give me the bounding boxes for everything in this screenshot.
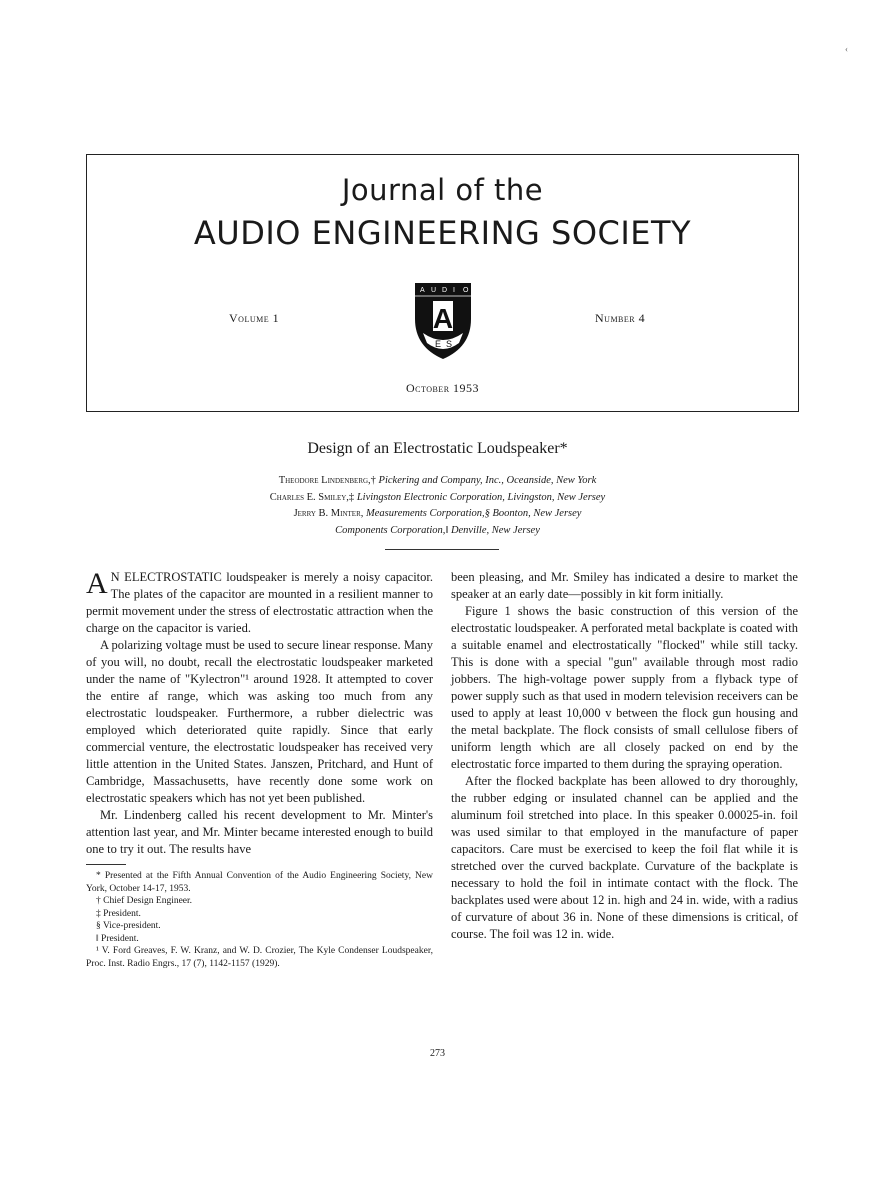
paragraph-text: N ELECTROSTATIC loudspeaker is merely a noisy capacitor. The plates of the capacitor are mounted in a resilient manner to permit movement under the stress of electrostatic attraction when the charge on the capacitor is varied. [86, 570, 433, 635]
paragraph: After the flocked backplate has been allowed to dry thoroughly, the rubber edging or insulated channel can be applied and the aluminum foil stretched into place. In this speaker 0.00025-in. foil was used similar to that employed in the manufacture of paper capacitors. Care must be exercised to keep the foil flat while it is stretched over the curved backplate. Curvature of the backplate is necessary to hold the foil in intimate contact with the flock. The backplates used were about 12 in. high and 24 in. wide, with a radius of curvature of about 36 in. None of these dimensions is critical, of course. The foil was 12 in. wide. [451, 774, 798, 941]
logo-letter-s: S [446, 339, 453, 349]
title-divider [385, 549, 499, 550]
author-name: Charles E. Smiley,‡ [269, 491, 355, 503]
corner-mark: ‹ [845, 44, 848, 54]
journal-title-line1: Journal of the [341, 173, 544, 207]
author-affiliation: Livingston Electronic Corporation, Livingston, New Jersey [354, 491, 606, 503]
footnotes [86, 870, 433, 970]
author-affiliation: Measurements Corporation,§ Boonton, New Jersey [363, 508, 582, 519]
logo-letter: A [420, 287, 425, 294]
author-line [0, 490, 875, 507]
volume-label: Volume 1 [229, 311, 280, 325]
author-affiliation: Components Corporation,‖ Denville, New Jersey [335, 524, 540, 536]
logo-letter: U [431, 287, 437, 294]
author-name: Jerry B. Minter, [293, 508, 364, 519]
drop-cap: A [86, 567, 108, 600]
footnote: § Vice-president. [96, 921, 161, 931]
logo-letter: O [463, 287, 469, 294]
logo-letter: D [442, 287, 448, 294]
author-list [0, 473, 875, 539]
journal-masthead [86, 154, 799, 412]
issue-date: October 1953 [405, 381, 480, 395]
paragraph: Mr. Lindenberg called his recent development to Mr. Minter's attention last year, and Mr. Minter became interested enough to build one to try it out. The results have [86, 808, 433, 856]
footnote: † Chief Design Engineer. [96, 896, 193, 906]
paragraph: Figure 1 shows the basic construction of this version of the electrostatic loudspeaker. A perforated metal backplate is coated with a suitable enamel and electrostatically "flocked" while still tacky. This is done with a special "gun" available through most radio jobbers. The high-voltage power supply from a flyback type of power supply such as that used in modern television receivers can be used to apply at least 10,000 v between the flock gun housing and the metal backplate. The flock consists of small cellulose fibers of uniform length which are all closely packed on end by the electrostatic force imparted to them during the spraying operation. [451, 604, 798, 771]
body-column-right [451, 569, 798, 943]
aes-shield-logo-icon [413, 281, 473, 361]
logo-letter-e: E [435, 339, 442, 349]
footnote: ‡ President. [96, 908, 141, 919]
author-affiliation: Pickering and Company, Inc., Oceanside, New York [375, 475, 597, 486]
paragraph [86, 569, 433, 637]
number-label: Number 4 [595, 311, 646, 325]
paragraph: A polarizing voltage must be used to secure linear response. Many of you will, no doubt, recall the electrostatic loudspeaker marketed under the name of "Kylectron"¹ around 1928. It attempted to cover the entire af range, which was asking too much from any electrostatic loudspeaker. Furthermore, a rubber dielectric was employed which deteriorated quite rapidly. Since that early commercial venture, the electrostatic loudspeaker has received very little attention in the United States. Janszen, Pritchard, and Hunt of Cambridge, Massachusetts, have recently done some work on electrostatic speakers which has not yet been published. [86, 638, 433, 805]
page-number: 273 [430, 1048, 445, 1059]
author-line [0, 473, 875, 490]
author-name: Theodore Lindenberg,† [278, 475, 376, 486]
body-column-left [86, 569, 433, 970]
logo-letter: I [453, 287, 455, 294]
article-title: Design of an Electrostatic Loudspeaker* [307, 440, 568, 457]
logo-big-letter: A [432, 303, 454, 334]
footnote: * Presented at the Fifth Annual Convention of the Audio Engineering Society, New York, October 14-17, 1953. [86, 871, 433, 894]
footnote-divider [86, 864, 126, 865]
footnote: ¹ V. Ford Greaves, F. W. Kranz, and W. D. Crozier, The Kyle Condenser Loudspeaker, Proc. Inst. Radio Engrs., 17 (7), 1142-1157 (1929). [86, 946, 433, 969]
footnote: ‖ President. [96, 933, 139, 944]
author-line [0, 523, 875, 540]
paragraph: been pleasing, and Mr. Smiley has indicated a desire to market the speaker at an early date—possibly in kit form initially. [451, 570, 798, 601]
journal-title-line2: AUDIO ENGINEERING SOCIETY [193, 214, 692, 252]
author-line [0, 506, 875, 523]
